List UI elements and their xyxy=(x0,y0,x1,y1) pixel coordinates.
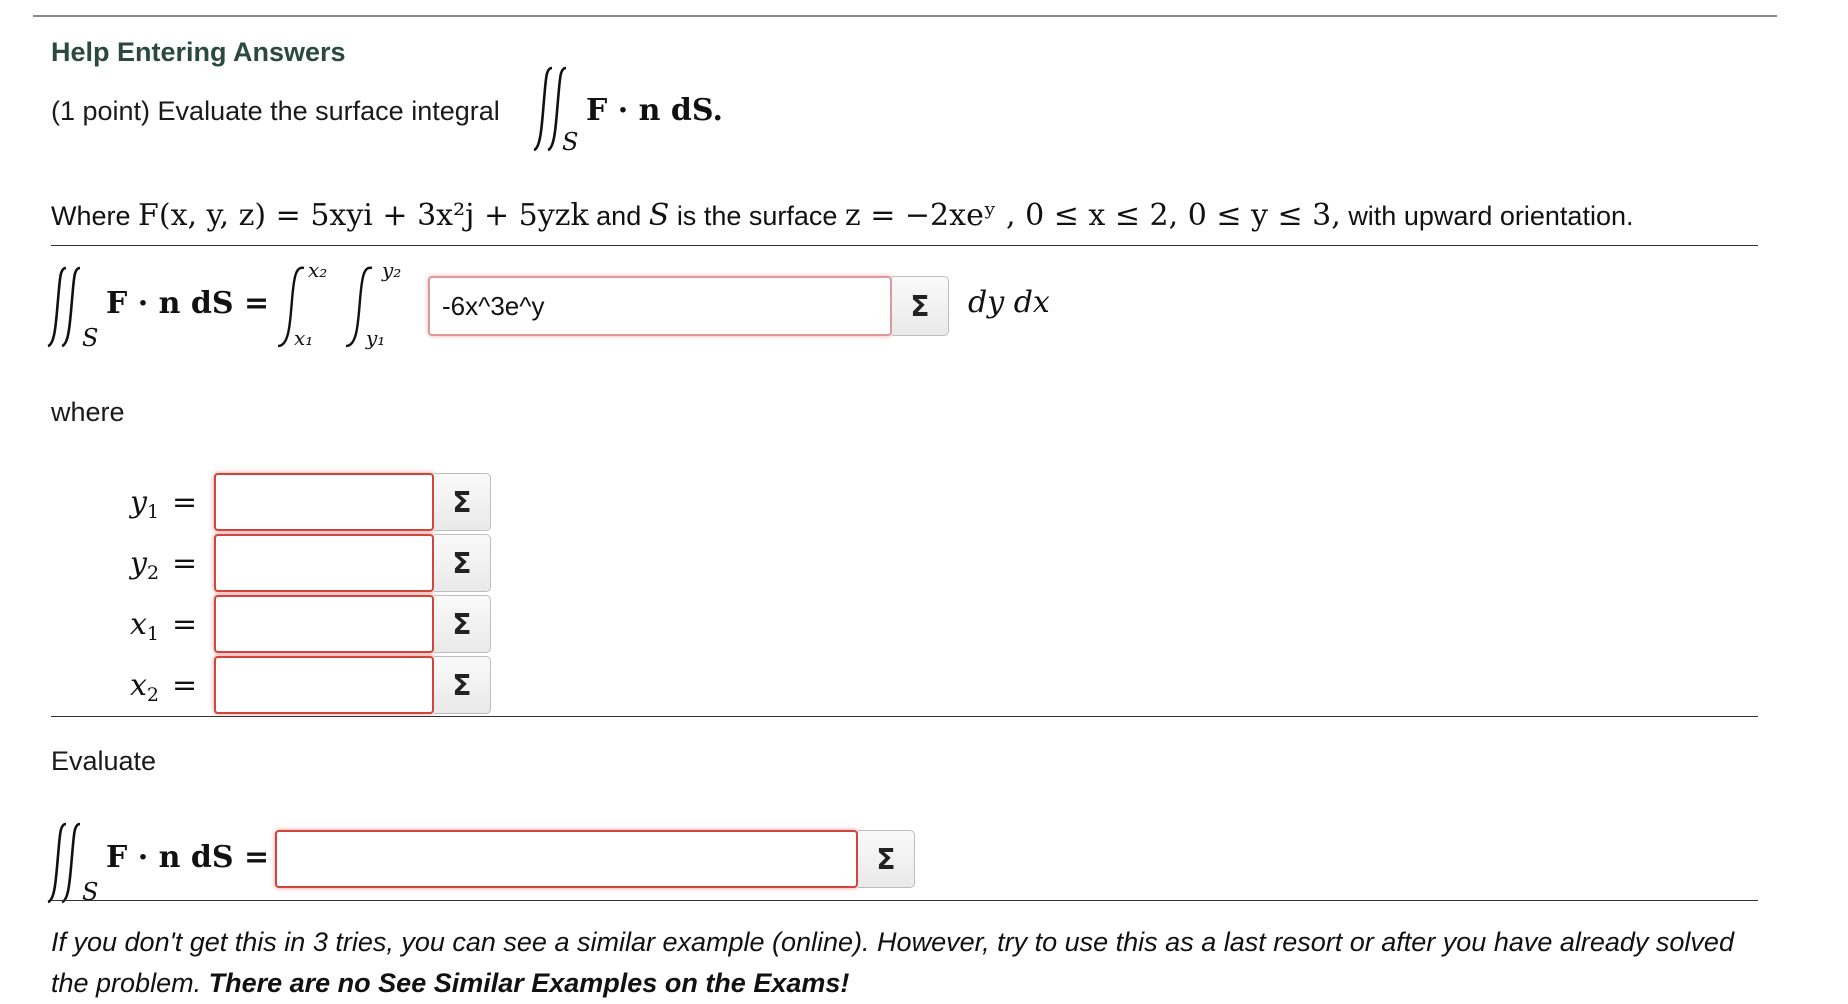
surface-symbol: S xyxy=(648,198,670,233)
bound-eq-y1: = xyxy=(172,485,198,520)
y1-equation-editor-button[interactable] xyxy=(434,473,491,531)
bound-label-x2: $x_2$ xyxy=(130,668,160,706)
problem-integrand: F · n dS. xyxy=(586,93,723,128)
integrand-answer-input[interactable] xyxy=(428,276,892,336)
problem-intro: (1 point) Evaluate the surface integral xyxy=(51,96,500,126)
orientation-text: with upward orientation. xyxy=(1348,201,1634,231)
help-entering-answers-link[interactable]: Help Entering Answers xyxy=(51,37,346,67)
setup-lhs: F · n dS = xyxy=(106,286,270,321)
footer-text: If you don't get this in 3 tries, you can see a similar example (online). However, try to use this as a last resort or after you have already solved the problem. xyxy=(51,927,1734,998)
x1-equation-editor-button[interactable] xyxy=(434,595,491,653)
surface-equation: z = −2xeʸ , 0 ≤ x ≤ 2, 0 ≤ y ≤ 3, xyxy=(844,198,1341,233)
evaluate-equation-editor-button[interactable] xyxy=(858,830,915,888)
evaluate-label: Evaluate xyxy=(51,746,157,776)
sigma-icon: Σ xyxy=(910,289,930,323)
bound-eq-y2: = xyxy=(172,546,198,581)
divider-2 xyxy=(51,716,1758,717)
x2-equation-editor-button[interactable] xyxy=(434,656,491,714)
setup-surface-subscript: S xyxy=(82,324,99,352)
top-divider xyxy=(33,15,1777,17)
inner-lower-limit: y₁ xyxy=(366,326,386,350)
divider-3 xyxy=(51,900,1758,901)
inner-upper-limit: y₂ xyxy=(382,258,402,282)
where-label: where xyxy=(51,397,125,427)
bound-label-y2: $y_2$ xyxy=(130,546,160,584)
evaluate-answer-input[interactable] xyxy=(275,830,858,888)
outer-upper-limit: x₂ xyxy=(308,258,328,282)
x2-input[interactable] xyxy=(214,656,434,714)
and-text: and xyxy=(596,201,642,231)
sigma-icon: Σ xyxy=(452,485,472,519)
y2-equation-editor-button[interactable] xyxy=(434,534,491,592)
y2-input[interactable] xyxy=(214,534,434,592)
divider-1 xyxy=(51,245,1758,246)
outer-lower-limit: x₁ xyxy=(294,326,314,350)
x1-input[interactable] xyxy=(214,595,434,653)
evaluate-surface-subscript: S xyxy=(82,878,99,906)
double-integral-icon xyxy=(530,60,592,160)
sigma-icon: Σ xyxy=(452,668,472,702)
inner-integral xyxy=(338,258,402,359)
is-surface-text: is the surface xyxy=(676,201,838,231)
problem-where-line xyxy=(51,198,1633,233)
sigma-icon: Σ xyxy=(876,842,896,876)
vector-field-F: F(x, y, z) = 5xyi + 3x²j + 5yzk xyxy=(138,198,589,233)
sigma-icon: Σ xyxy=(452,546,472,580)
equation-editor-button[interactable] xyxy=(892,276,949,336)
bound-label-y1: $y_1$ xyxy=(130,485,160,523)
sigma-icon: Σ xyxy=(452,607,472,641)
bound-eq-x2: = xyxy=(172,668,198,703)
where-prefix: Where xyxy=(51,201,131,231)
surface-subscript: S xyxy=(562,128,579,156)
bound-eq-x1: = xyxy=(172,607,198,642)
evaluate-lhs: F · n dS = xyxy=(106,840,270,875)
setup-lhs-integral xyxy=(44,262,106,359)
y1-input[interactable] xyxy=(214,473,434,531)
footer-emphasis: There are no See Similar Examples on the Exams! xyxy=(208,968,850,998)
surface-integral-symbol xyxy=(530,60,592,165)
outer-integral xyxy=(270,258,328,359)
bound-label-x1: $x_1$ xyxy=(130,607,160,645)
differentials: dy dx xyxy=(968,285,1050,320)
